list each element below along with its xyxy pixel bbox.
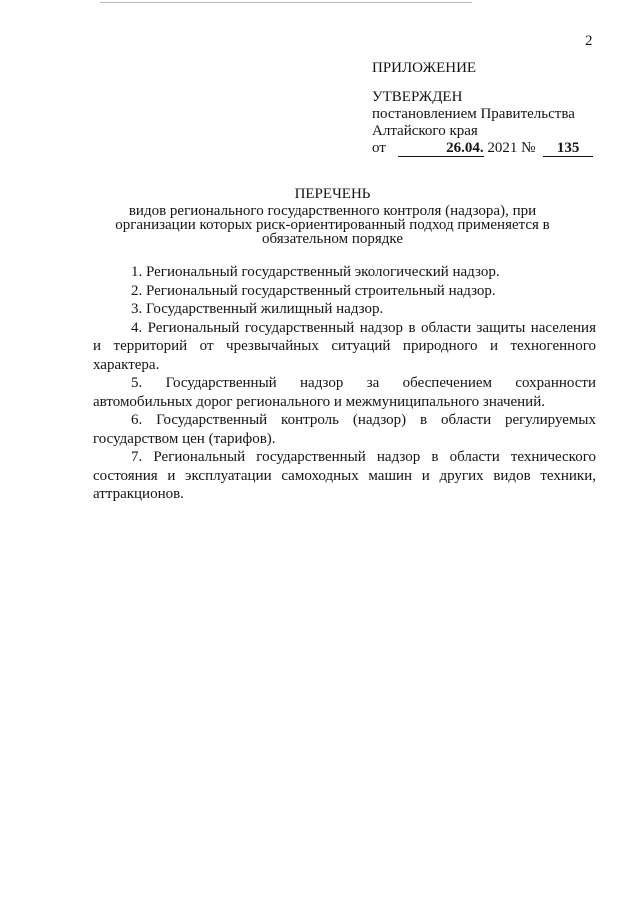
list-item: 6. Государственный контроль (надзор) в области регулируемых государством цен (тарифов). bbox=[93, 412, 596, 447]
control-types-list bbox=[93, 263, 596, 504]
list-item: 3. Государственный жилищный надзор. bbox=[131, 301, 384, 317]
title-line-2: организации которых риск-ориентированный подход применяется в bbox=[115, 217, 550, 233]
list-item: 1. Региональный государственный экологический надзор. bbox=[131, 264, 500, 280]
list-item: 4. Региональный государственный надзор в области защиты населения и территорий от чрезвычайных ситуаций природного и техногенного характера. bbox=[93, 319, 596, 373]
page-number: 2 bbox=[585, 33, 593, 49]
scan-top-rule bbox=[100, 2, 472, 3]
title-line-1: видов регионального государственного контроля (надзора), при bbox=[128, 203, 537, 219]
title-line-3: обязательном порядке bbox=[261, 231, 403, 247]
document-title bbox=[95, 187, 570, 246]
approval-number: 135 bbox=[543, 141, 593, 157]
approval-date-row bbox=[372, 140, 593, 156]
approval-year: 2021 № bbox=[487, 140, 536, 156]
list-item: 2. Региональный государственный строительный надзор. bbox=[131, 282, 496, 299]
approval-stamp bbox=[372, 60, 593, 157]
approved-by-line-1: постановлением Правительства bbox=[372, 106, 575, 122]
approved-by-line-2: Алтайского края bbox=[372, 123, 478, 139]
list-item: 7. Региональный государственный надзор в области технического состояния и эксплуатации самоходных машин и других видов техники, аттракционов. bbox=[93, 449, 596, 502]
list-item: 5. Государственный надзор за обеспечением сохранности автомобильных дорог регионального и межмуниципального значений. bbox=[93, 375, 596, 410]
approved-label: УТВЕРЖДЕН bbox=[372, 89, 463, 105]
date-prefix: от bbox=[372, 140, 386, 156]
appendix-label: ПРИЛОЖЕНИЕ bbox=[372, 60, 477, 76]
title-heading: ПЕРЕЧЕНЬ bbox=[294, 186, 371, 202]
approval-date: 26.04. bbox=[398, 141, 484, 157]
